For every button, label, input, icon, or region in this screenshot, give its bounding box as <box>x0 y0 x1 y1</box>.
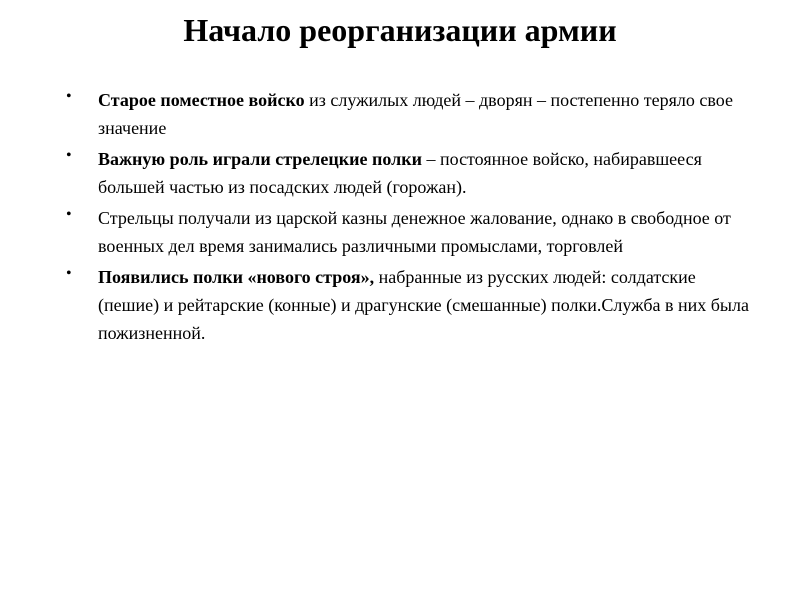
bullet-item-3 <box>66 204 756 260</box>
bullet-1-bold-text: Старое поместное войско <box>98 90 305 110</box>
bullet-dot-icon: • <box>66 265 72 282</box>
slide-title: Начало реорганизации армии <box>183 12 617 48</box>
bullet-dot-icon: • <box>66 88 72 105</box>
bullet-4-bold-text: Появились полки «нового строя», <box>98 267 375 287</box>
bullet-3-text: Стрельцы получали из царской казны денежное жалование, однако в свободное от военных дел время занимались различными промыслами, торговлей <box>98 208 731 256</box>
bullet-list <box>66 86 756 350</box>
bullet-dot-icon: • <box>66 206 72 223</box>
bullet-4-text: набранные из русских людей: солдатские (пешие) и рейтарские (конные) и драгунские (смешанные) полки.Служба в них была пожизненной. <box>98 267 749 343</box>
bullet-2-text: – постоянное войско, набиравшееся большей частью из посадских людей (горожан). <box>98 149 702 197</box>
bullet-2-bold-text: Важную роль играли стрелецкие полки <box>98 149 422 169</box>
bullet-item-1 <box>66 86 756 142</box>
bullet-item-2 <box>66 145 756 201</box>
bullet-item-4 <box>66 263 756 347</box>
bullet-1-text: из служилых людей – дворян – постепенно теряло свое значение <box>98 90 733 138</box>
bullet-dot-icon: • <box>66 147 72 164</box>
